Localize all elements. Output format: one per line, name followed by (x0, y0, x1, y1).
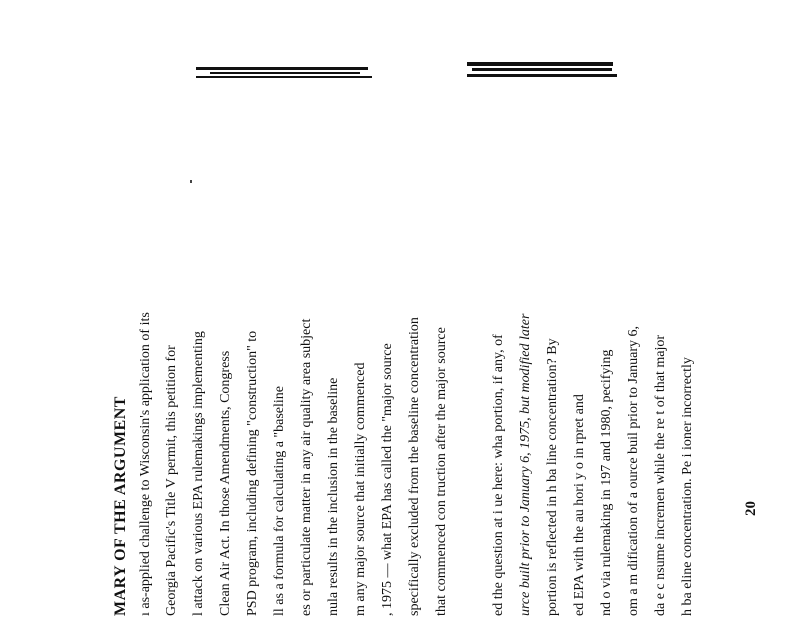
text-line: es or particulate matter in any air quality area subject (299, 318, 314, 616)
text-line: urce built prior to January 6, 1975, but modified later (518, 313, 533, 616)
redaction-mark-right (467, 62, 613, 66)
text-line: ed the question at i ue here: wha portion, if any, of (491, 334, 506, 616)
text-line: nd o via rulemaking in 197 and 1980, pecifying (599, 349, 614, 616)
section-heading: MARY OF THE ARGUMENT (112, 396, 129, 616)
text-line: portion is reflected in h ba line concentration? By (545, 338, 560, 616)
text-line: Clean Air Act. In those Amendments, Congress (218, 350, 233, 616)
text-line: h ba eline concentration. Pe i ioner incorrectly (680, 357, 695, 616)
text-line: l attack on various EPA rulemakings implementing (191, 331, 206, 616)
redaction-mark-right-2 (472, 68, 612, 71)
text-line: PSD program, including defining "construction" to (245, 330, 260, 616)
scan-speck (190, 180, 192, 183)
text-line: da e c nsume incremen while the re t of that major (653, 334, 668, 616)
page-number: 20 (743, 501, 759, 516)
text-line: specifically excluded from the baseline concentration (407, 317, 422, 616)
redaction-mark-left (196, 67, 368, 70)
text-line: ll as a formula for calculating a "baseline (272, 385, 287, 616)
text-line: nula results in the inclusion in the baseline (326, 377, 341, 616)
text-line: om a m dification of a ource buil prior to January 6, (626, 325, 641, 616)
redaction-mark-left-2 (210, 72, 360, 74)
text-line: m any major source that initially commenced (353, 362, 368, 616)
text-line: that commenced con truction after the major source (434, 327, 449, 616)
redaction-mark-left-3 (196, 76, 372, 78)
text-line: Georgia Pacific's Title V permit, this petition for (164, 345, 179, 616)
text-line: ı as-applied challenge to Wisconsin's application of its (138, 312, 153, 616)
text-line: , 1975 — what EPA has called the "major source (380, 343, 395, 616)
text-line: ed EPA with the au hori y o in rpret and (572, 394, 587, 616)
redaction-mark-right-3 (467, 74, 617, 77)
